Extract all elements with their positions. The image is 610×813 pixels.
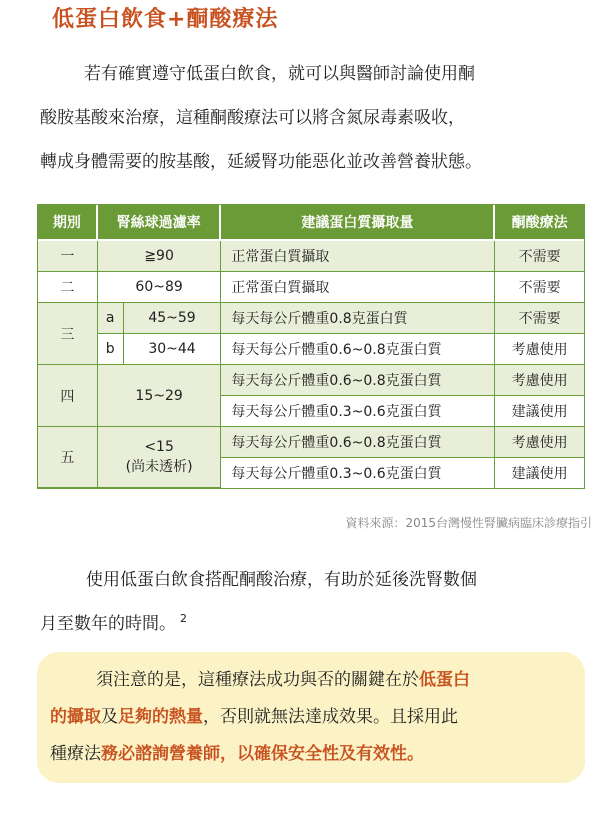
table-header-row xyxy=(38,205,584,241)
intro-paragraph xyxy=(40,52,590,184)
note-highlight: 低蛋白 xyxy=(419,670,470,690)
stage-cell: 四 xyxy=(38,365,98,427)
substage-cell: b xyxy=(98,334,124,365)
therapy-line-2-text: 月至數年的時間。 xyxy=(40,614,176,634)
protein-cell: 每天每公斤體重0.6~0.8克蛋白質 xyxy=(221,334,495,365)
stage-cell: 五 xyxy=(38,427,98,488)
header-stage: 期別 xyxy=(38,205,98,241)
header-protein: 建議蛋白質攝取量 xyxy=(221,205,495,241)
note-text: 須注意的是，這種療法成功與否的關鍵在於 xyxy=(96,670,419,690)
intro-line-2: 酸胺基酸來治療，這種酮酸療法可以將含氮尿毒素吸收， xyxy=(40,108,465,128)
protein-cell: 每天每公斤體重0.6~0.8克蛋白質 xyxy=(221,427,495,458)
keto-cell: 考慮使用 xyxy=(495,427,584,458)
note-line-3 xyxy=(50,736,580,773)
note-highlight: 的攝取 xyxy=(50,707,101,727)
protein-cell: 正常蛋白質攝取 xyxy=(221,272,495,303)
stage-cell: 二 xyxy=(38,272,98,303)
table-row xyxy=(38,272,584,303)
table-row xyxy=(38,303,584,334)
table-row xyxy=(38,241,584,272)
header-keto: 酮酸療法 xyxy=(495,205,584,241)
caution-note-text xyxy=(50,662,580,773)
gfr-cell: 30~44 xyxy=(124,334,222,365)
gfr-cell: 15~29 xyxy=(98,365,222,427)
therapy-line-1: 使用低蛋白飲食搭配酮酸治療，有助於延後洗腎數個 xyxy=(86,570,477,590)
note-highlight: 務必諮詢營養師，以確保安全性及有效性。 xyxy=(101,744,424,764)
intro-line-3: 轉成身體需要的胺基酸，延緩腎功能惡化並改善營養狀態。 xyxy=(40,152,482,172)
protein-cell: 正常蛋白質攝取 xyxy=(221,241,495,272)
page-title: 低蛋白飲食+酮酸療法 xyxy=(52,7,279,32)
note-text: 及 xyxy=(101,707,118,727)
therapy-paragraph xyxy=(40,558,590,646)
note-line-1 xyxy=(50,662,580,699)
note-text: ，否則就無法達成效果。且採用此 xyxy=(203,707,458,727)
keto-cell: 考慮使用 xyxy=(495,365,584,396)
footnote-marker: 2 xyxy=(180,612,187,626)
header-gfr: 腎絲球過濾率 xyxy=(98,205,222,241)
therapy-line-2 xyxy=(40,602,590,646)
protein-cell: 每天每公斤體重0.3~0.6克蛋白質 xyxy=(221,396,495,427)
stage-cell: 三 xyxy=(38,303,98,365)
source-citation: 資料來源：2015台灣慢性腎臟病臨床診療指引 xyxy=(345,516,592,530)
keto-cell: 不需要 xyxy=(495,272,584,303)
table-row xyxy=(38,427,584,458)
gfr-cell: 45~59 xyxy=(124,303,222,334)
gfr-cell: 60~89 xyxy=(98,272,222,303)
gfr-cell xyxy=(98,427,222,488)
gfr-cell: ≧90 xyxy=(98,241,222,272)
note-line-2 xyxy=(50,699,580,736)
gfr-note: (尚未透析) xyxy=(125,459,193,475)
note-highlight: 足夠的熱量 xyxy=(118,707,203,727)
keto-cell: 建議使用 xyxy=(495,458,584,488)
protein-cell: 每天每公斤體重0.8克蛋白質 xyxy=(221,303,495,334)
keto-cell: 建議使用 xyxy=(495,396,584,427)
table-row xyxy=(38,334,584,365)
keto-cell: 考慮使用 xyxy=(495,334,584,365)
stage-cell: 一 xyxy=(38,241,98,272)
keto-cell: 不需要 xyxy=(495,241,584,272)
protein-cell: 每天每公斤體重0.6~0.8克蛋白質 xyxy=(221,365,495,396)
gfr-value: <15 xyxy=(144,439,174,455)
protein-intake-table xyxy=(37,204,585,489)
table-row xyxy=(38,365,584,396)
protein-cell: 每天每公斤體重0.3~0.6克蛋白質 xyxy=(221,458,495,488)
note-text: 種療法 xyxy=(50,744,101,764)
keto-cell: 不需要 xyxy=(495,303,584,334)
substage-cell: a xyxy=(98,303,124,334)
intro-line-1: 若有確實遵守低蛋白飲食，就可以與醫師討論使用酮 xyxy=(84,64,475,84)
